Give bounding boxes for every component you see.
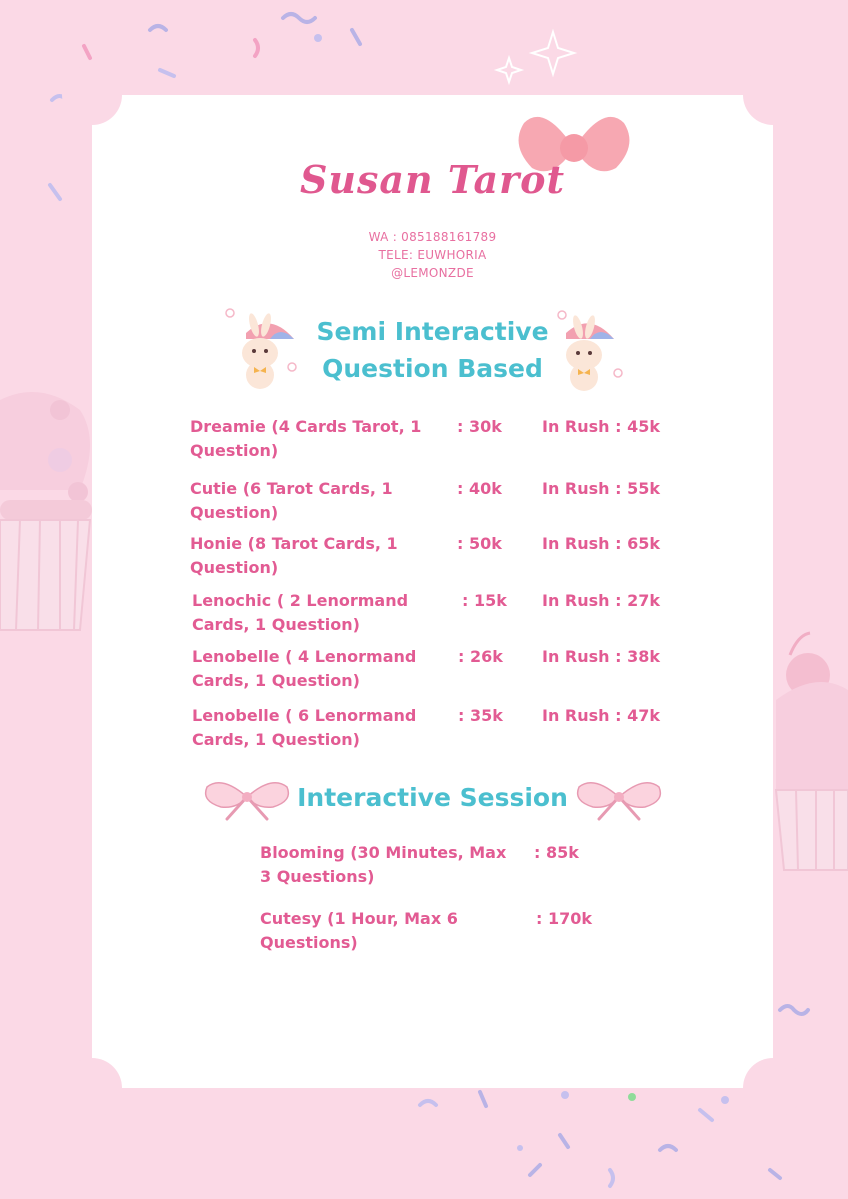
item-name: Honie (8 Tarot Cards, 1 Question) — [190, 534, 398, 577]
contact-handle: @LEMONZDE — [391, 266, 474, 280]
item-price: : 85k — [534, 843, 579, 862]
item-rush-price: In Rush : 55k — [542, 479, 660, 498]
menu-card — [92, 95, 773, 1088]
item-rush-price: In Rush : 47k — [542, 706, 660, 725]
item-price: : 15k — [462, 591, 507, 610]
item-price: : 30k — [457, 417, 502, 436]
card-corner-notch — [743, 65, 803, 125]
item-rush-price: In Rush : 65k — [542, 534, 660, 553]
semi-section-title-line2: Question Based — [322, 354, 543, 383]
interactive-section-title: Interactive Session — [297, 783, 568, 812]
item-name: Dreamie (4 Cards Tarot, 1 Question) — [190, 417, 422, 460]
item-price: : 35k — [458, 706, 503, 725]
item-name: Cutie (6 Tarot Cards, 1 Question) — [190, 479, 393, 522]
item-name: Cutesy (1 Hour, Max 6 Questions) — [260, 909, 458, 952]
card-corner-notch — [743, 1058, 803, 1118]
item-price: : 26k — [458, 647, 503, 666]
item-price: : 50k — [457, 534, 502, 553]
item-rush-price: In Rush : 45k — [542, 417, 660, 436]
item-name: Lenobelle ( 4 Lenormand Cards, 1 Question) — [192, 647, 417, 690]
item-name: Blooming (30 Minutes, Max 3 Questions) — [260, 843, 507, 886]
contact-whatsapp: WA : 085188161789 — [368, 230, 497, 244]
card-corner-notch — [62, 65, 122, 125]
item-name: Lenobelle ( 6 Lenormand Cards, 1 Question) — [192, 706, 417, 749]
item-price: : 40k — [457, 479, 502, 498]
page-title: Susan Tarot — [299, 157, 566, 202]
semi-section-title-line1: Semi Interactive — [316, 317, 549, 346]
card-corner-notch — [62, 1058, 122, 1118]
item-rush-price: In Rush : 27k — [542, 591, 660, 610]
contact-telegram: TELE: EUWHORIA — [378, 248, 487, 262]
item-price: : 170k — [536, 909, 593, 928]
item-name: Lenochic ( 2 Lenormand Cards, 1 Question) — [192, 591, 409, 634]
item-rush-price: In Rush : 38k — [542, 647, 660, 666]
